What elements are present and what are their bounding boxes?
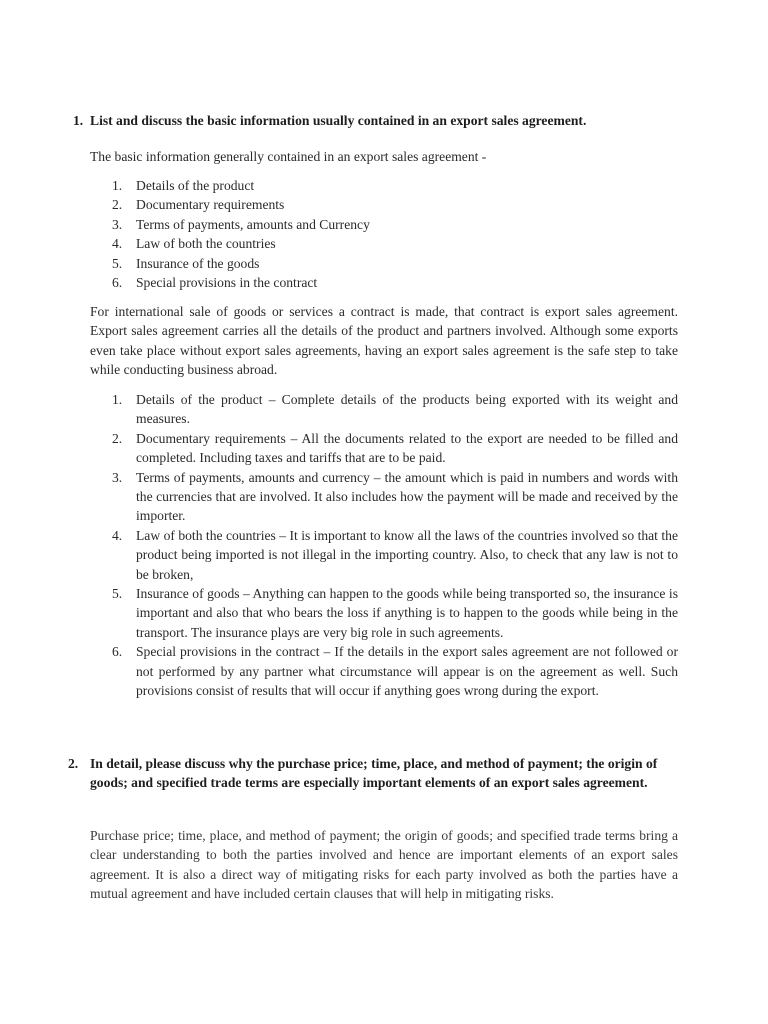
list-item-number: 6. [112, 275, 123, 291]
list-item-text: Documentary requirements [136, 197, 285, 213]
answer-2-paragraph: Purchase price; time, place, and method of payment; the origin of goods; and specified trade terms bring a clear understanding to both the parties involved and hence are important elements of an export sales agreement. It is also a direct way of mitigating risks for each party involved as both the parties have a mutual agreement and have included certain clauses that will help in mitigating risks. [90, 828, 678, 902]
list-item [90, 254, 678, 273]
list-item-text: Insurance of the goods [136, 255, 260, 271]
list-item [90, 526, 678, 584]
list-item [90, 215, 678, 234]
list-item [90, 273, 678, 292]
list-item [90, 390, 678, 429]
list-item [90, 195, 678, 214]
list-item-number: 3. [112, 216, 123, 232]
list-item-text: Special provisions in the contract – If the details in the export sales agreement are not followed or not performed by any partner what circumstance will appear is on the agreement as well. Such provisions consist of results that will occur if anything goes wrong during the export. [136, 644, 678, 699]
list-item-number: 6. [112, 644, 123, 660]
question-2-heading [68, 754, 680, 793]
agreement-paragraph: For international sale of goods or services a contract is made, that contract is export sales agreement. Export sales agreement carries all the details of the product and partners involved. Although some exports even take place without export sales agreements, having an export sales agreement is the safe step to take while conducting business abroad. [90, 304, 678, 378]
question-2-number: 2. [68, 756, 79, 771]
list-item [90, 642, 678, 700]
list-item-number: 3. [112, 469, 123, 485]
list-item [90, 234, 678, 253]
list-item-number: 2. [112, 197, 123, 213]
list-item [90, 429, 678, 468]
list-item-text: Terms of payments, amounts and Currency [136, 216, 370, 232]
question-1-heading [73, 111, 685, 130]
question-1-number: 1. [73, 113, 84, 128]
question-1-text: List and discuss the basic information usually contained in an export sales agreement. [90, 113, 587, 128]
list-item-text: Law of both the countries – It is important to know all the laws of the countries involved so that the product being imported is not illegal in the importing country. Also, to check that any law is not to be broken, [136, 527, 678, 582]
list-item [90, 176, 678, 195]
list-item-text: Details of the product [136, 178, 255, 193]
list-item-number: 5. [112, 586, 123, 602]
detail-list [90, 390, 678, 701]
list-item-number: 5. [112, 255, 123, 271]
list-item-text: Documentary requirements – All the documents related to the export are needed to be filled and completed. Including taxes and tariffs that are to be paid. [136, 430, 678, 466]
question-2-text: In detail, please discuss why the purchase price; time, place, and method of payment; the origin of goods; and specified trade terms are especially important elements of an export sales agreement. [90, 756, 658, 791]
list-item-number: 1. [112, 392, 123, 407]
list-item-text: Special provisions in the contract [136, 275, 318, 291]
intro-paragraph: The basic information generally contained in an export sales agreement - [90, 149, 487, 164]
list-item [90, 584, 678, 642]
list-item-text: Law of both the countries [136, 236, 276, 252]
list-item-text: Insurance of goods – Anything can happen to the goods while being transported so, the insurance is important and also that who bears the loss if anything is to happen to the goods while being in the transport. The insurance plays are very big role in such agreements. [136, 586, 678, 640]
list-item-text: Terms of payments, amounts and currency – the amount which is paid in numbers and words with the currencies that are involved. It also includes how the payment will be made and received by the importer. [136, 469, 678, 524]
list-item [90, 468, 678, 526]
basic-info-list [90, 176, 678, 292]
list-item-number: 2. [112, 430, 123, 446]
list-item-number: 4. [112, 236, 123, 252]
list-item-number: 1. [112, 178, 123, 193]
list-item-text: Details of the product – Complete details of the products being exported with its weight and measures. [136, 392, 678, 427]
list-item-number: 4. [112, 527, 123, 543]
